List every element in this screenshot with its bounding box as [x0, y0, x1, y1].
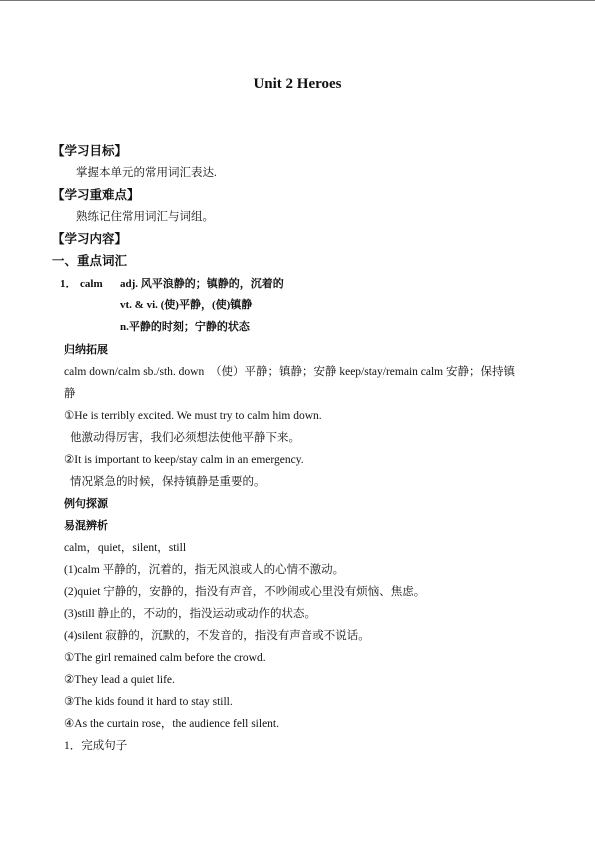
example-1-english: ①He is terribly excited. We must try to calm him down.	[64, 410, 322, 422]
confusion-def-quiet: (2)quiet 宁静的，安静的，指没有声音，不吵闹或心里没有烦恼、焦虑。	[64, 586, 426, 598]
confusion-sentence-3: ③The kids found it hard to stay still.	[64, 696, 233, 708]
objective-heading: 【学习目标】	[52, 144, 128, 158]
vocab-sense-noun: n.平静的时刻；宁静的状态	[120, 321, 250, 333]
examples-heading: 例句探源	[64, 498, 108, 510]
confusion-def-still: (3)still 静止的，不动的，指没运动或动作的状态。	[64, 608, 317, 620]
confusion-sentence-4: ④As the curtain rose，the audience fell silent.	[64, 718, 280, 730]
example-1-chinese: 他激动得厉害，我们必须想法使他平静下来。	[70, 432, 300, 444]
vocab-sense-verb: vt. & vi. (使)平静，(使)镇静	[120, 299, 253, 311]
expand-phrases-line2: 静	[64, 388, 76, 400]
exercise-heading: 1．完成句子	[64, 740, 128, 752]
confusion-sentence-1: ①The girl remained calm before the crowd.	[64, 652, 266, 664]
vocab-entry-number: 1．	[60, 278, 77, 290]
confusion-words: calm，quiet，silent，still	[64, 542, 187, 554]
part-one-heading: 一、重点词汇	[52, 254, 128, 268]
page-top-border	[0, 0, 595, 1]
confusion-heading: 易混辨析	[64, 520, 108, 532]
page-title: Unit 2 Heroes	[253, 76, 342, 92]
expand-phrases-line1: calm down/calm sb./sth. down （使）平静；镇静；安静 keep/stay/remain calm 安静；保持镇	[64, 366, 515, 378]
key-points-text: 熟练记住常用词汇与词组。	[76, 211, 214, 223]
confusion-sentence-2: ②They lead a quiet life.	[64, 674, 175, 686]
key-points-heading: 【学习重难点】	[52, 188, 140, 202]
example-2-english: ②It is important to keep/stay calm in an emergency.	[64, 454, 304, 466]
confusion-def-silent: (4)silent 寂静的，沉默的，不发音的，指没有声音或不说话。	[64, 630, 370, 642]
vocab-word: calm	[80, 278, 103, 290]
content-heading: 【学习内容】	[52, 232, 128, 246]
example-2-chinese: 情况紧急的时候，保持镇静是重要的。	[70, 476, 266, 488]
confusion-def-calm: (1)calm 平静的，沉着的，指无风浪或人的心情不激动。	[64, 564, 345, 576]
vocab-sense-adj: adj. 风平浪静的；镇静的，沉着的	[120, 278, 284, 290]
expand-heading: 归纳拓展	[64, 344, 108, 356]
objective-text: 掌握本单元的常用词汇表达.	[76, 167, 217, 179]
